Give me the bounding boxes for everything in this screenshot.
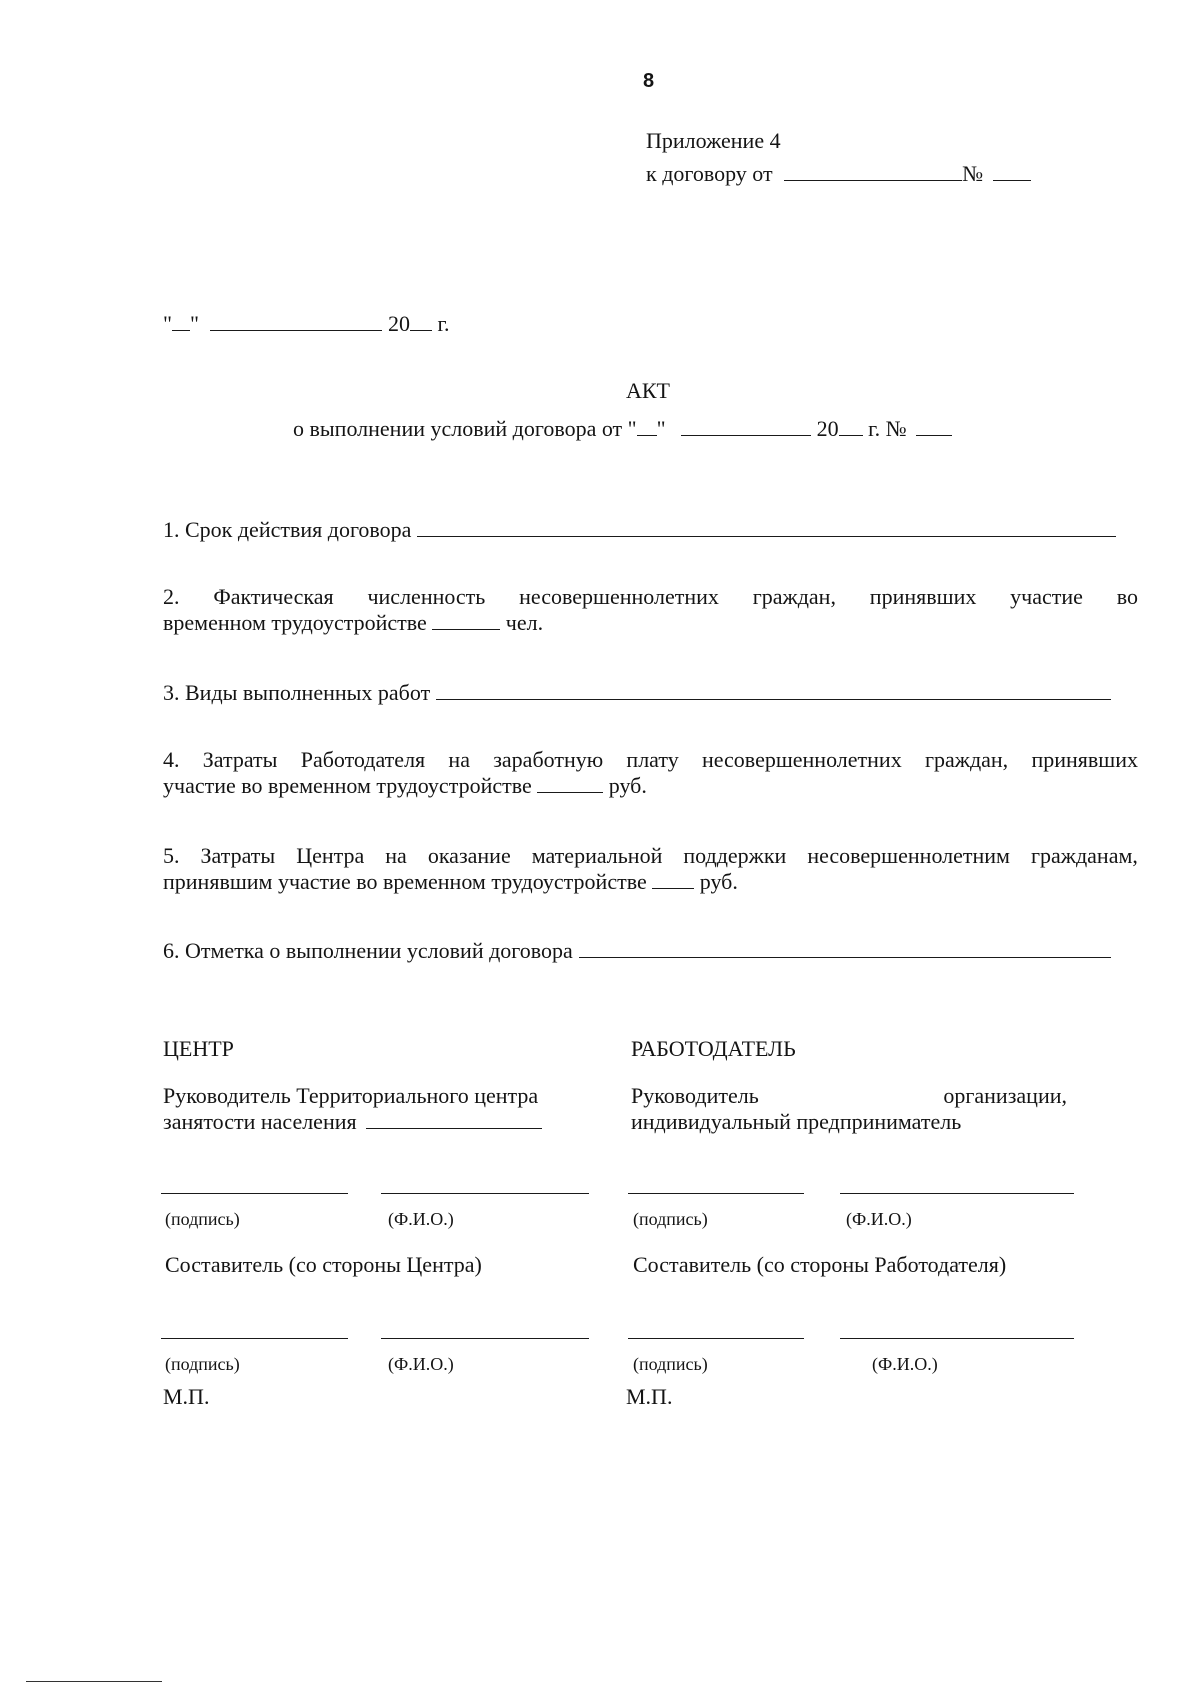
center-role-line-2-text: занятости населения [163, 1109, 357, 1134]
item-6-blank [579, 939, 1111, 958]
center-compiler-name-caption: (Ф.И.О.) [388, 1354, 454, 1374]
contract-number-blank [993, 162, 1031, 181]
employer-compiler-name-line [840, 1338, 1074, 1339]
employer-compiler-signature-line [628, 1338, 804, 1339]
employer-name-caption: (Ф.И.О.) [846, 1209, 912, 1229]
employer-compiler: Составитель (со стороны Работодателя) [633, 1252, 1007, 1277]
appendix-header [646, 124, 1031, 190]
date-line [163, 311, 450, 337]
subtitle-number-blank [916, 417, 952, 436]
contract-date-blank [784, 162, 962, 181]
center-role-blank [366, 1110, 542, 1129]
employer-role-line-1-left: Руководитель [631, 1083, 759, 1108]
page-number: 8 [643, 70, 655, 92]
date-quote-close: " [189, 311, 199, 336]
center-signature-line [161, 1193, 348, 1194]
item-4-word: принявших [1031, 747, 1138, 772]
contract-reference [646, 157, 1031, 190]
document-title: АКТ [626, 378, 670, 403]
day-blank [172, 312, 190, 331]
item-4-word: заработную [493, 747, 604, 772]
month-blank [210, 312, 382, 331]
document-subtitle [293, 416, 952, 442]
item-5-word: несовершеннолетним [807, 843, 1010, 868]
item-3-blank [436, 681, 1111, 700]
item-1-blank [417, 518, 1116, 537]
contract-ref-prefix: к договору от [646, 161, 773, 186]
item-5-line-1 [163, 843, 1138, 869]
center-compiler-signature-line [161, 1338, 348, 1339]
subtitle-day-blank [637, 417, 657, 436]
appendix-title: Приложение 4 [646, 128, 781, 153]
item-2-line-2 [163, 610, 1138, 636]
center-role [163, 1083, 542, 1135]
item-5-line-2-prefix: принявшим участие во временном трудоустройстве [163, 869, 647, 894]
item-2 [163, 584, 1138, 636]
item-2-line-2-suffix: чел. [505, 610, 544, 635]
center-compiler: Составитель (со стороны Центра) [165, 1252, 482, 1277]
item-2-word: во [1116, 584, 1138, 609]
employer-role [631, 1083, 1067, 1135]
item-4-word: Работодателя [300, 747, 426, 772]
item-2-word: 2. [163, 584, 180, 609]
item-5 [163, 843, 1138, 895]
item-4-word: граждан, [924, 747, 1009, 772]
subtitle-year-blank [839, 417, 863, 436]
subtitle-year-prefix: 20 [816, 416, 839, 441]
employer-heading: РАБОТОДАТЕЛЬ [631, 1036, 796, 1061]
item-2-word: участие [1010, 584, 1083, 609]
item-5-word: материальной [531, 843, 663, 868]
year-prefix: 20 [387, 311, 410, 336]
center-role-line-2 [163, 1109, 542, 1135]
subtitle-prefix: о выполнении условий договора от " [293, 416, 637, 441]
item-5-word: Затраты [200, 843, 276, 868]
employer-name-line [840, 1193, 1074, 1194]
year-blank [410, 312, 432, 331]
subtitle-quote-close: " [656, 416, 666, 441]
item-4 [163, 747, 1138, 799]
date-quote-open: " [163, 311, 172, 336]
item-4-amount-blank [537, 774, 603, 793]
item-2-line-2-prefix: временном трудоустройстве [163, 610, 427, 635]
item-4-word: 4. [163, 747, 180, 772]
employer-role-line-1 [631, 1083, 1067, 1109]
item-5-amount-blank [652, 870, 694, 889]
item-4-line-2 [163, 773, 1138, 799]
item-2-word: граждан, [752, 584, 836, 609]
number-sign: № [962, 161, 984, 186]
item-1 [163, 517, 1116, 543]
center-role-line-1: Руководитель Территориального центра [163, 1083, 539, 1108]
center-stamp: М.П. [163, 1384, 210, 1409]
item-4-word: Затраты [202, 747, 278, 772]
item-2-word: несовершеннолетних [519, 584, 719, 609]
item-5-word: Центра [296, 843, 365, 868]
item-2-line-1 [163, 584, 1138, 610]
item-1-label: 1. Срок действия договора [163, 517, 412, 542]
item-2-word: принявших [869, 584, 977, 609]
item-4-word: плату [626, 747, 679, 772]
item-5-line-2-suffix: руб. [699, 869, 738, 894]
item-4-line-2-suffix: руб. [608, 773, 647, 798]
subtitle-month-blank [681, 417, 811, 436]
item-5-word: на [385, 843, 407, 868]
employer-signature-line [628, 1193, 804, 1194]
center-name-caption: (Ф.И.О.) [388, 1209, 454, 1229]
center-name-line [381, 1193, 589, 1194]
item-4-line-1 [163, 747, 1138, 773]
employer-compiler-signature-caption: (подпись) [633, 1354, 708, 1374]
employer-role-line-2: индивидуальный предприниматель [631, 1109, 962, 1134]
item-6-label: 6. Отметка о выполнении условий договора [163, 938, 573, 963]
item-3 [163, 680, 1111, 706]
item-5-word: поддержки [683, 843, 787, 868]
employer-stamp: М.П. [626, 1384, 673, 1409]
item-2-word: Фактическая [213, 584, 334, 609]
item-6 [163, 938, 1111, 964]
center-heading: ЦЕНТР [163, 1036, 234, 1061]
employer-role-line-1-right: организации, [943, 1083, 1067, 1108]
item-5-word: 5. [163, 843, 180, 868]
employer-signature-caption: (подпись) [633, 1209, 708, 1229]
item-4-word: несовершеннолетних [701, 747, 902, 772]
item-3-label: 3. Виды выполненных работ [163, 680, 431, 705]
footnote-rule [26, 1681, 162, 1682]
item-2-count-blank [432, 611, 500, 630]
item-5-word: оказание [427, 843, 511, 868]
item-2-word: численность [367, 584, 486, 609]
item-4-line-2-prefix: участие во временном трудоустройстве [163, 773, 532, 798]
item-4-word: на [448, 747, 470, 772]
item-5-line-2 [163, 869, 1138, 895]
year-suffix: г. [437, 311, 450, 336]
center-signature-caption: (подпись) [165, 1209, 240, 1229]
subtitle-year-suffix: г. № [868, 416, 907, 441]
center-compiler-name-line [381, 1338, 589, 1339]
item-5-word: гражданам, [1030, 843, 1138, 868]
center-compiler-signature-caption: (подпись) [165, 1354, 240, 1374]
employer-compiler-name-caption: (Ф.И.О.) [872, 1354, 938, 1374]
